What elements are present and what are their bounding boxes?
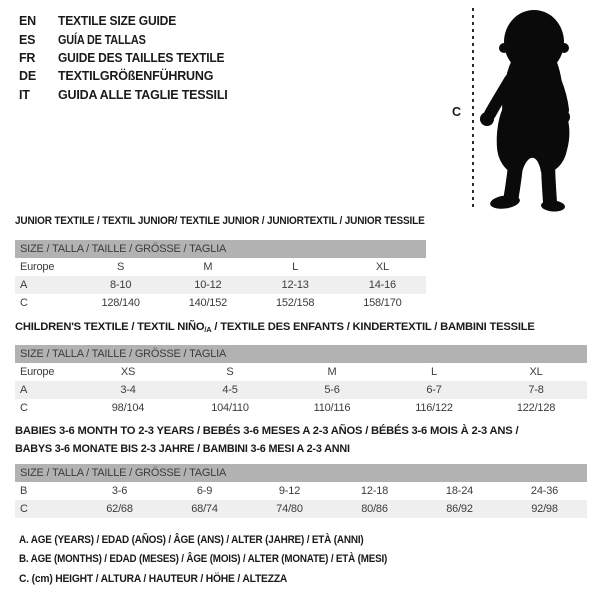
table-cell: 116/122 (415, 402, 453, 414)
table-cell: S (117, 261, 125, 273)
note-age-years: A. AGE (YEARS) / EDAD (AÑOS) / ÂGE (ANS) / ALTER (JAHRE) / ETÀ (ANNI) (19, 534, 364, 546)
table-cell: 6-7 (426, 384, 442, 396)
table-cell: 5-6 (324, 384, 340, 396)
table-cell: 8-10 (110, 279, 132, 291)
table-cell: 68/74 (191, 503, 218, 515)
table-cell: 62/68 (106, 503, 133, 515)
note-age-months: B. AGE (MONTHS) / EDAD (MESES) / ÂGE (MOIS) / ALTER (MONATE) / ETÀ (MESI) (19, 553, 388, 566)
language-label: TEXTILE SIZE GUIDE (58, 14, 177, 29)
table-cell: 74/80 (276, 503, 303, 515)
table-row-height (15, 500, 587, 518)
table-cell: L (431, 366, 437, 378)
row-label: Europe (20, 261, 55, 273)
table-cell: 80/86 (361, 503, 388, 515)
language-row-fr (19, 49, 231, 67)
row-label: B (20, 485, 28, 497)
table-cell: 14-16 (368, 279, 396, 291)
table-row-age-months (15, 482, 587, 500)
table-row-height (15, 294, 426, 312)
babies-size-table (15, 464, 587, 518)
table-cell: 18-24 (445, 485, 474, 497)
language-label: TEXTILGRÖßENFÜHRUNG (58, 69, 214, 84)
height-measure-dotted-line (472, 8, 474, 210)
row-label: Europe (20, 366, 55, 378)
height-measure-label: C (452, 105, 461, 119)
table-cell: 104/110 (211, 402, 249, 414)
table-row-height (15, 399, 587, 417)
language-label: GUÍA DE TALLAS (58, 32, 146, 47)
baby-silhouette-image (478, 2, 598, 218)
table-cell: 98/104 (111, 402, 145, 414)
junior-size-table (15, 240, 426, 312)
language-row-es (19, 30, 231, 48)
table-cell: 10-12 (194, 279, 222, 291)
row-label: A (20, 384, 28, 396)
table-cell: 3-6 (111, 485, 128, 497)
table-header: SIZE / TALLA / TAILLE / GRÖSSE / TAGLIA (15, 345, 587, 363)
table-cell: 24-36 (530, 485, 559, 497)
children-section-heading (15, 321, 535, 334)
language-row-en (19, 12, 231, 30)
table-cell: L (292, 261, 299, 273)
table-cell: 7-8 (528, 384, 544, 396)
table-header: SIZE / TALLA / TAILLE / GRÖSSE / TAGLIA (15, 240, 426, 258)
language-row-de (19, 67, 231, 85)
table-cell: 9-12 (278, 485, 301, 497)
language-row-it (19, 86, 231, 104)
children-heading-text: CHILDREN'S TEXTILE / TEXTIL NIÑO (15, 321, 205, 333)
legend-notes (19, 531, 423, 589)
table-cell: S (226, 366, 234, 378)
table-row-age-years (15, 276, 426, 294)
table-row-europe (15, 258, 426, 276)
table-header: SIZE / TALLA / TAILLE / GRÖSSE / TAGLIA (15, 464, 587, 482)
table-cell: 3-4 (120, 384, 136, 396)
table-cell: 110/116 (313, 402, 351, 414)
row-label: A (20, 279, 28, 291)
children-size-table (15, 345, 587, 417)
row-label: C (20, 503, 28, 515)
children-heading-subscript: /A (204, 325, 212, 334)
language-code: EN (19, 14, 36, 29)
row-label: C (20, 297, 28, 309)
table-cell: 12-13 (281, 279, 309, 291)
table-cell: 158/170 (363, 297, 402, 309)
table-cell: XL (375, 261, 389, 273)
language-code: IT (19, 87, 30, 102)
table-row-europe (15, 363, 587, 381)
note-height: C. (cm) HEIGHT / ALTURA / HAUTEUR / HÖHE / ALTEZZA (19, 572, 288, 585)
language-label: GUIDA ALLE TAGLIE TESSILI (58, 87, 228, 102)
language-guide (19, 12, 231, 104)
children-heading-text: / TEXTILE DES ENFANTS / KINDERTEXTIL / BAMBINI TESSILE (211, 321, 535, 333)
table-cell: 12-18 (360, 485, 389, 497)
table-cell: 6-9 (196, 485, 213, 497)
language-label: GUIDE DES TAILLES TEXTILE (58, 50, 225, 65)
table-cell: 122/128 (516, 402, 556, 414)
table-cell: 152/158 (275, 297, 315, 309)
junior-section-heading: JUNIOR TEXTILE / TEXTIL JUNIOR/ TEXTILE JUNIOR / JUNIORTEXTIL / JUNIOR TESSILE (15, 215, 425, 227)
table-cell: 86/92 (446, 503, 473, 515)
babies-section-heading-line2: BABYS 3-6 MONATE BIS 2-3 JAHRE / BAMBINI 3-6 MESI A 2-3 ANNI (15, 443, 350, 455)
language-code: FR (19, 50, 36, 65)
table-cell: 92/98 (531, 503, 558, 515)
row-label: C (20, 402, 28, 414)
language-code: ES (19, 32, 36, 47)
table-cell: 128/140 (101, 297, 140, 309)
table-row-age-years (15, 381, 587, 399)
table-cell: M (203, 261, 213, 273)
table-cell: XS (120, 366, 136, 378)
table-cell: 4-5 (222, 384, 238, 396)
table-cell: M (327, 366, 337, 378)
babies-section-heading-line1: BABIES 3-6 MONTH TO 2-3 YEARS / BEBÉS 3-6 MESES A 2-3 AÑOS / BÉBÉS 3-6 MOIS À 2-3 ANS / (15, 425, 519, 437)
table-cell: 140/152 (188, 297, 228, 309)
table-cell: XL (529, 366, 543, 378)
language-code: DE (19, 69, 36, 84)
